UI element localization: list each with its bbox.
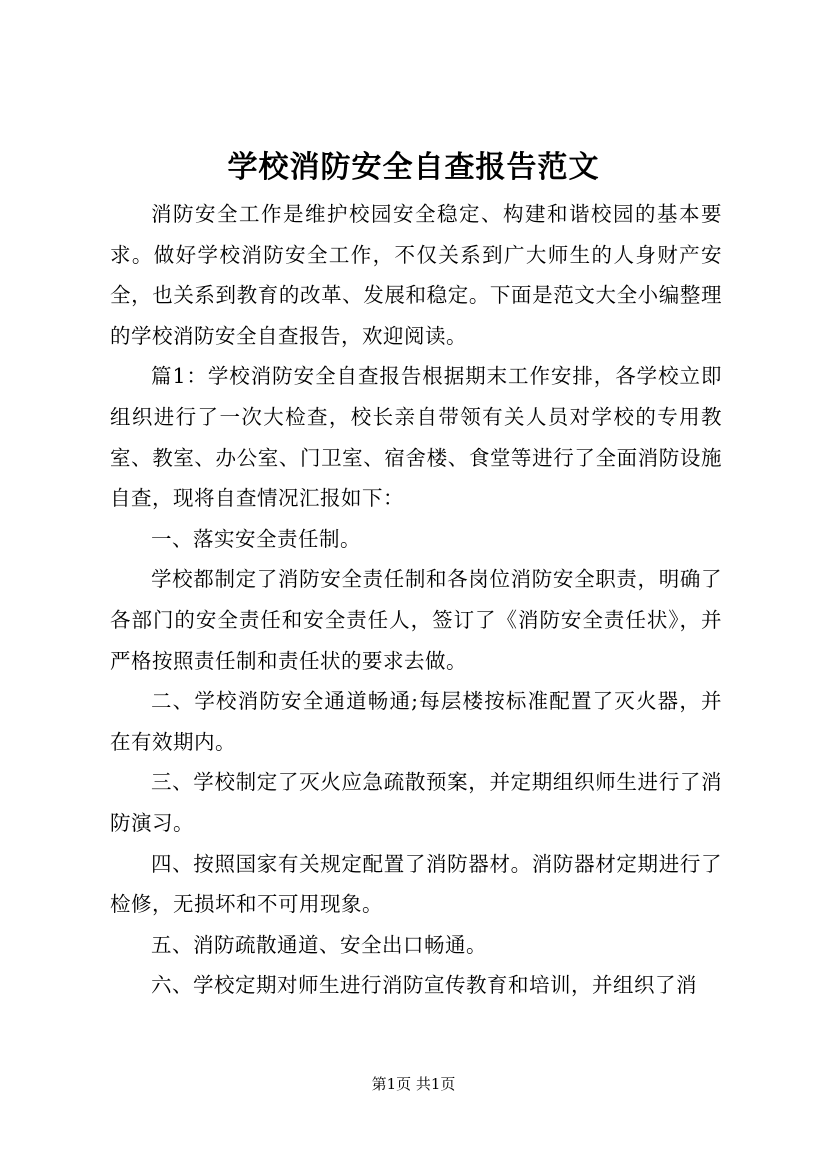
paragraph-item-1-detail: 学校都制定了消防安全责任制和各岗位消防安全职责，明确了各部门的安全责任和安全责任人，签订了《消防安全责任状》，并严格按照责任制和责任状的要求去做。 [110,567,722,673]
paragraph-item-6: 六、学校定期对师生进行消防宣传教育和培训，并组织了消 [151,973,697,998]
page-number-footer: 第1页 共1页 [371,1075,456,1093]
paragraph-item-2: 二、学校消防安全通道畅通;每层楼按标准配置了灭火器，并在有效期内。 [110,689,722,754]
paragraph-item-1: 一、落实安全责任制。 [151,526,361,551]
paragraph-item-4: 四、按照国家有关规定配置了消防器材。消防器材定期进行了检修，无损坏和不可用现象。 [110,851,722,917]
document-body [110,194,722,1006]
paragraph-item-3: 三、学校制定了灭火应急疏散预案，并定期组织师生进行了消防演习。 [110,770,722,835]
paragraph-report-overview: 篇1：学校消防安全自查报告根据期末工作安排，各学校立即组织进行了一次大检查，校长亲自带领有关人员对学校的专用教室、教室、办公室、门卫室、宿舍楼、食堂等进行了全面消防设施自查，现将自查情况汇报如下： [110,364,722,511]
document-title: 学校消防安全自查报告范文 [227,150,600,185]
paragraph-intro: 消防安全工作是维护校园安全稳定、构建和谐校园的基本要求。做好学校消防安全工作，不仅关系到广大师生的人身财产安全，也关系到教育的改革、发展和稳定。下面是范文大全小编整理的学校消防安全自查报告，欢迎阅读。 [110,202,722,348]
paragraph-item-5: 五、消防疏散通道、安全出口畅通。 [151,932,487,957]
